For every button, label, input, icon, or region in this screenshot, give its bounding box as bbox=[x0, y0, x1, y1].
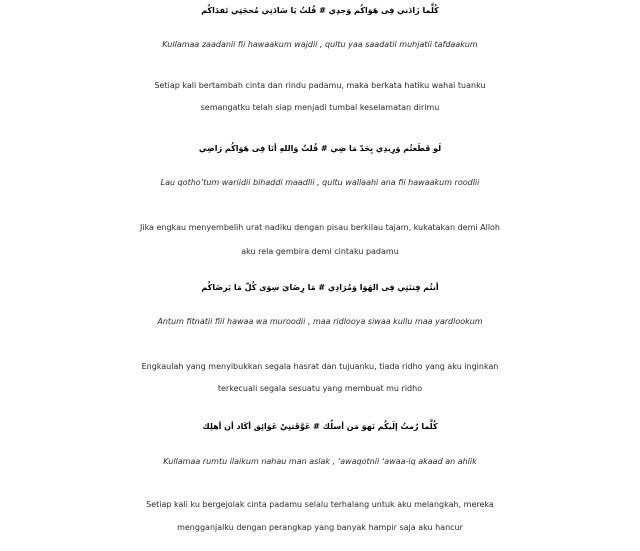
transliteration-3: Antum fitnatii fiil hawaa wa muroodii , maa ridlooya siwaa kullu maa yardlookum bbox=[157, 317, 483, 326]
transliteration-2: Lau qotho’tum wariidii bihaddi maadlii , qultu wallaahi ana fii hawaakum roodlii bbox=[160, 178, 480, 187]
arabic-verse-3: أنتُم فِتنَتِي فِى الهَوَا وَمُرَادِي # مَا رِضَايَ سِوَى كُلّ مَا يَرضَاكُم bbox=[201, 283, 439, 292]
translation-4-line-1: Setiap kali ku bergejolak cinta padamu selalu terhalang untuk aku melangkah, mereka bbox=[146, 500, 494, 509]
translation-4-line-2: mengganjalku dengan perangkap yang banyak hampir saja aku hancur bbox=[177, 523, 463, 532]
translation-2-line-2: aku rela gembira demi cintaku padamu bbox=[241, 247, 399, 256]
transliteration-1: Kullamaa zaadanii fii hawaakum wajdii , qultu yaa saadatii muhjatii tafdaakum bbox=[162, 40, 478, 49]
translation-3-line-1: Engkaulah yang menyibukkan segala hasrat dan tujuanku, tiada ridho yang aku inginkan bbox=[141, 362, 499, 371]
arabic-verse-2: لَو قَطَعتُم وَرِيدِي بِحَدّ مَا ضِي # قُلتُ وَاللهِ أنَا فِى هَوَاكُم رَاضِي bbox=[198, 144, 442, 153]
arabic-verse-4: كُلَّما رُمتُ إلَيكُم نَهوَ مَن أسلُك # عَوَّقَتنِيْ عَوَائِق أكَاد أن أهلِك bbox=[202, 422, 438, 431]
translation-3-line-2: terkecuali segala sesuatu yang membuat mu ridho bbox=[217, 384, 423, 393]
translation-1-line-2: semangatku telah siap menjadi tumbal keselamatan dirimu bbox=[200, 103, 440, 112]
translation-1-line-1: Setiap kali bertambah cinta dan rindu padamu, maka berkata hatiku wahai tuanku bbox=[154, 81, 486, 90]
arabic-verse-1: كُلَّما زَادَني فِى هَوَاكُم وَجدِي # قُلتُ يَا سَادَتِي مُحجَتِي تَفدَاكُم bbox=[201, 6, 439, 15]
translation-2-line-1: Jika engkau menyembelih urat nadiku dengan pisau berkilau tajam, kukatakan demi Alloh bbox=[139, 223, 501, 232]
transliteration-4: Kullamaa rumtu ilaikum nahau man aslak , ‘awaqotnii ‘awaa-iq akaad an ahlik bbox=[163, 457, 477, 466]
